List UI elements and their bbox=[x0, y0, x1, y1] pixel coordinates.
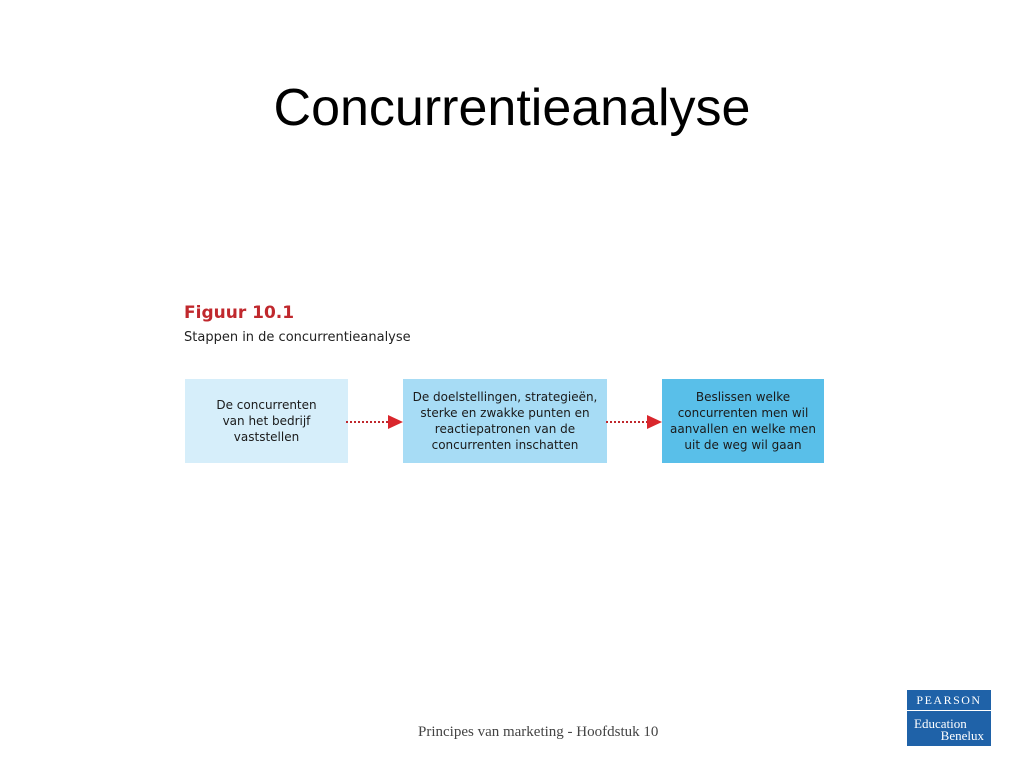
slide-title: Concurrentieanalyse bbox=[273, 79, 751, 137]
right-arrow-icon bbox=[346, 412, 404, 432]
logo-line-education: Education bbox=[914, 716, 967, 731]
step-line: concurrenten inschatten bbox=[431, 438, 579, 452]
step-line: vaststellen bbox=[233, 430, 300, 444]
logo-brand: PEARSON bbox=[907, 690, 991, 711]
step-line: concurrenten men wil bbox=[677, 406, 809, 420]
step-box-identify-competitors bbox=[185, 379, 348, 463]
figure-label: Figuur 10.1 bbox=[184, 303, 295, 323]
step-line: uit de weg wil gaan bbox=[684, 438, 802, 452]
step-line: sterke en zwakke punten en bbox=[420, 406, 590, 420]
step-box-assess-competitors bbox=[403, 379, 607, 463]
step-line: van het bedrijf bbox=[222, 414, 311, 428]
step-line: reactiepatronen van de bbox=[434, 422, 576, 436]
step-line: De doelstellingen, strategieën, bbox=[412, 390, 598, 404]
logo-line-benelux: Benelux bbox=[940, 728, 984, 743]
step-line: De concurrenten bbox=[216, 398, 317, 412]
step-line: aanvallen en welke men bbox=[670, 422, 816, 436]
right-arrow-icon bbox=[606, 412, 663, 432]
step-text bbox=[413, 389, 598, 453]
step-text bbox=[670, 389, 816, 453]
figure-caption: Stappen in de concurrentieanalyse bbox=[184, 330, 411, 345]
slide-footer: Principes van marketing - Hoofdstuk 10 bbox=[418, 724, 659, 740]
step-line: Beslissen welke bbox=[695, 390, 791, 404]
step-text bbox=[216, 397, 316, 445]
step-box-select-competitors bbox=[662, 379, 824, 463]
pearson-logo bbox=[907, 690, 991, 746]
